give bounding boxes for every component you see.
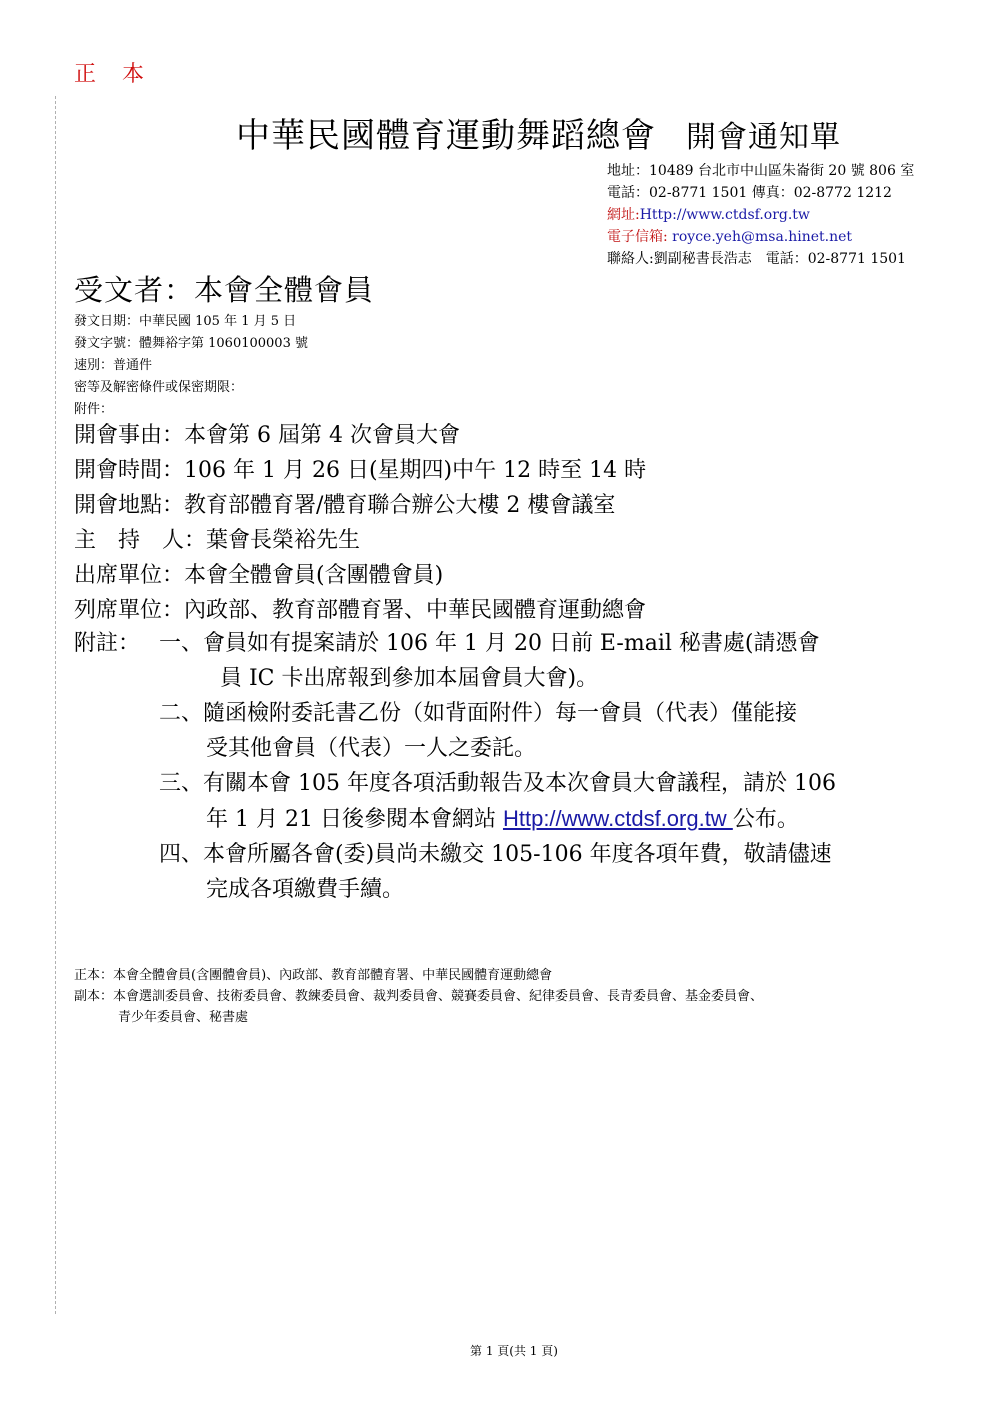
note-1-continued: 員 IC 卡出席報到參加本屆會員大會)。	[220, 666, 599, 691]
notes-label: 附註：	[74, 631, 141, 656]
email-link[interactable]: royce.yeh@msa.hinet.net	[667, 229, 853, 245]
website-label: 網址:	[607, 207, 640, 223]
note-3: 三、有關本會 105 年度各項活動報告及本次會員大會議程，請於 106	[159, 771, 836, 796]
meeting-place: 開會地點：教育部體育署/體育聯合辦公大樓 2 樓會議室	[74, 493, 616, 518]
observing-units: 列席單位：內政部、教育部體育署、中華民國體育運動總會	[74, 598, 647, 623]
note-2-continued: 受其他會員（代表）一人之委託。	[206, 736, 537, 761]
delivery-speed: 速別：普通件	[74, 358, 153, 373]
attending-units: 出席單位：本會全體會員(含團體會員)	[74, 563, 444, 588]
phone-fax: 電話：02-8771 1501 傳真：02-8772 1212	[607, 185, 892, 201]
note-4-continued: 完成各項繳費手續。	[206, 877, 405, 902]
document-type: 開會通知單	[686, 120, 841, 155]
website-link-body[interactable]: Http://www.ctdsf.org.tw	[502, 806, 733, 831]
contact-person: 聯絡人:劉副秘書長浩志 電話：02-8771 1501	[607, 251, 906, 267]
website-line	[607, 204, 914, 226]
secrecy-level: 密等及解密條件或保密期限：	[74, 380, 244, 395]
issue-date: 發文日期：中華民國 105 年 1 月 5 日	[74, 314, 297, 329]
organization-name: 中華民國體育運動舞蹈總會	[236, 116, 656, 156]
attachments: 附件：	[74, 402, 114, 417]
email-line	[607, 226, 914, 248]
original-copy-stamp: 正 本	[74, 62, 147, 87]
page-number: 第 1 頁(共 1 頁)	[470, 1344, 558, 1358]
contact-block	[607, 160, 914, 270]
meeting-host: 主 持 人：葉會長榮裕先生	[74, 528, 361, 553]
website-link[interactable]: Http://www.ctdsf.org.tw	[639, 207, 810, 223]
reference-number: 發文字號：體舞裕字第 1060100003 號	[74, 336, 308, 351]
original-recipients: 正本：本會全體會員(含團體會員)、內政部、教育部體育署、中華民國體育運動總會	[74, 968, 553, 983]
note-4: 四、本會所屬各會(委)員尚未繳交 105-106 年度各項年費，敬請儘速	[159, 842, 832, 867]
meeting-fields	[74, 418, 646, 628]
notes-section	[74, 626, 954, 907]
copy-recipients-continued: 青少年委員會、秘書處	[118, 1010, 249, 1025]
note-1-text: 一、會員如有提案請於 106 年 1 月 20 日前 E-mail 秘書處(請憑會	[159, 631, 820, 656]
document-meta	[74, 311, 308, 421]
copy-recipients: 副本：本會選訓委員會、技術委員會、教練委員會、裁判委員會、競賽委員會、紀律委員會、長青委員會、基金委員會、	[74, 989, 764, 1004]
note-2: 二、隨函檢附委託書乙份（如背面附件）每一會員（代表）僅能接	[159, 701, 798, 726]
note-3-tail: 公布。	[732, 807, 799, 832]
distribution-list	[74, 965, 763, 1028]
note-1	[74, 626, 954, 661]
recipient: 受文者：本會全體會員	[74, 273, 375, 307]
document-title	[236, 108, 841, 157]
note-3-continued	[74, 801, 954, 837]
meeting-time: 開會時間：106 年 1 月 26 日(星期四)中午 12 時至 14 時	[74, 458, 647, 483]
binding-line	[55, 96, 56, 1314]
meeting-reason: 開會事由：本會第 6 屆第 4 次會員大會	[74, 423, 460, 448]
note-3-text: 年 1 月 21 日後參閱本會網站	[206, 807, 503, 832]
email-label: 電子信箱:	[607, 229, 668, 245]
address: 地址：10489 台北市中山區朱崙街 20 號 806 室	[607, 163, 915, 179]
